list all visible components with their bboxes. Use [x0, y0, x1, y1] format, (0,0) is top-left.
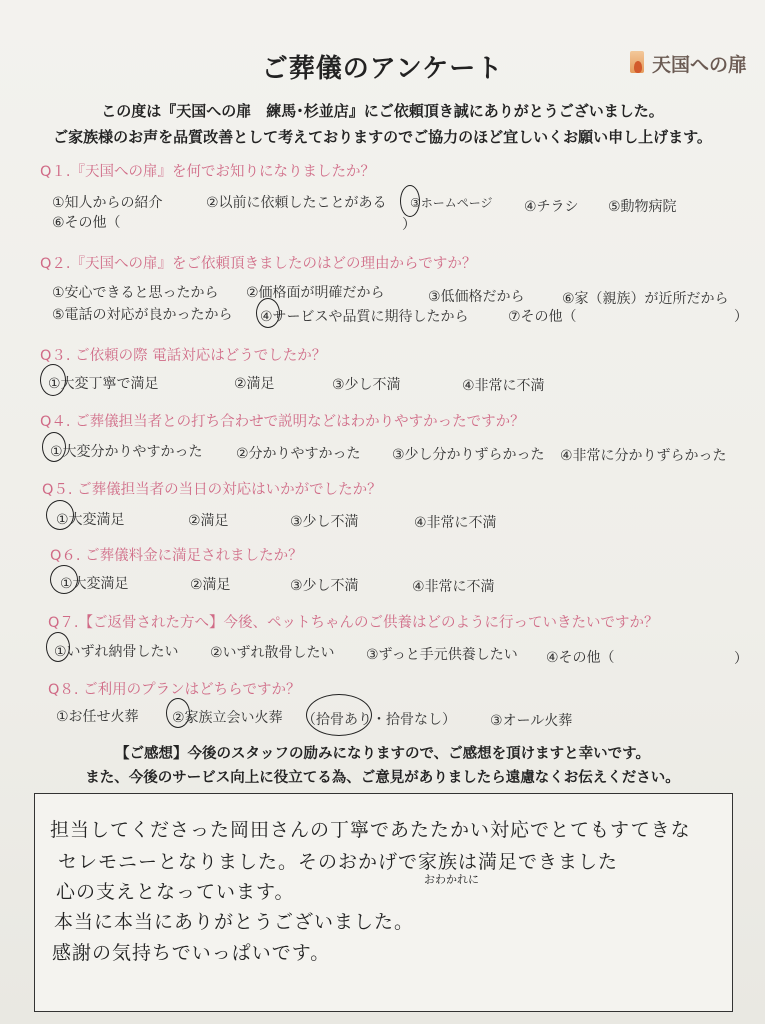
q4-selection-mark [42, 432, 66, 462]
q4-option-1: ①大変分かりやすかった [50, 444, 203, 460]
q2-option-3: ③低価格だから [428, 289, 525, 305]
q6-option-3: ③少し不満 [290, 578, 359, 594]
q3-option-2: ②満足 [234, 376, 275, 392]
q8-bone-pickup-mark [306, 694, 372, 736]
q1-option-5: ⑤動物病院 [608, 199, 677, 215]
q7-question: Q７.【ご返骨された方へ】今後、ペットちゃんのご供養はどのように行っていきたいですか？ [48, 615, 659, 631]
comment-line-3: 心の支えとなっています。 [56, 881, 295, 903]
q3-selection-mark [40, 364, 66, 396]
q8-option-1: ①お任せ火葬 [56, 709, 139, 725]
q1-option-6-close: ） [402, 217, 416, 233]
q5-question: Q５. ご葬儀担当者の当日の対応はいかがでしたか？ [42, 482, 382, 498]
q2-option-1: ①安心できると思ったから [52, 285, 219, 301]
q3-option-1: ①大変丁寧で満足 [48, 376, 159, 392]
logo-text: 天国への扉 [651, 54, 747, 76]
q2-question: Q２.『天国への扉』をご依頼頂きましたのはどの理由からですか？ [40, 256, 477, 272]
comment-line-1: 担当してくださった岡田さんの丁寧であたたかい対応でとてもすてきな [50, 819, 691, 841]
comment-line-4: 本当に本当にありがとうございました。 [54, 911, 415, 933]
brand-logo [626, 50, 747, 77]
q1-option-3: ③ホームページ [410, 196, 493, 210]
q7-option-2: ②いずれ散骨したい [210, 645, 335, 661]
q6-question: Q６. ご葬儀料金に満足されましたか？ [50, 548, 303, 564]
q5-option-2: ②満足 [188, 513, 229, 529]
q3-option-4: ④非常に不満 [462, 378, 545, 394]
q2-option-7-close: ） [734, 309, 748, 325]
q8-option-2: ②家族立会い火葬 [172, 710, 283, 726]
q2-option-6: ⑥家（親族）が近所だから [562, 291, 729, 307]
q4-option-2: ②分かりやすかった [236, 446, 361, 462]
q7-option-3: ③ずっと手元供養したい [366, 647, 518, 663]
q3-option-3: ③少し不満 [332, 377, 401, 393]
q1-option-2: ②以前に依頼したことがある [206, 195, 387, 211]
q5-option-4: ④非常に不満 [414, 515, 497, 531]
q4-option-3: ③少し分かりずらかった [392, 447, 545, 463]
comment-line-2: セレモニーとなりました。そのおかげで家族は満足できました [58, 851, 619, 873]
q4-option-4: ④非常に分かりずらかった [560, 448, 727, 464]
door-flame-icon [626, 51, 648, 77]
page-title: ご葬儀のアンケート [261, 54, 504, 84]
intro-line-1: この度は『天国への扉 練馬･杉並店』にご依頼頂き誠にありがとうございました。 [101, 102, 664, 120]
q1-selection-mark [400, 185, 420, 217]
q1-option-6: ⑥その他（ [52, 215, 121, 231]
intro-line-2: ご家族様のお声を品質改善として考えておりますのでご協力のほど宜しいくお願い申し上げます。 [53, 128, 712, 146]
q6-selection-mark [50, 565, 78, 594]
q2-selection-mark [256, 298, 280, 328]
q1-option-1: ①知人からの紹介 [52, 195, 163, 211]
q5-option-3: ③少し不満 [290, 514, 359, 530]
comment-line-5: 感謝の気持ちでいっぱいです。 [52, 942, 331, 964]
q7-selection-mark [46, 632, 70, 662]
q2-option-5: ⑤電話の対応が良かったから [52, 307, 233, 323]
q8-bone-pickup: （拾骨あり・拾骨なし） [302, 712, 456, 728]
q8-selection-mark [166, 698, 190, 728]
feedback-heading: 【ご感想】今後のスタッフの励みになりますので、ご感想を頂けますと幸いです。 [114, 746, 651, 762]
q1-question: Q１.『天国への扉』を何でお知りになりましたか？ [40, 164, 376, 180]
q4-question: Q４. ご葬儀担当者との打ち合わせで説明などはわかりやすかったですか？ [40, 414, 525, 430]
q5-option-1: ①大変満足 [56, 512, 125, 528]
feedback-subheading: また、今後のサービス向上に役立てる為、ご意見がありましたら遠慮なくお伝えください。 [85, 770, 680, 786]
q2-option-2: ②価格面が明確だから [246, 285, 385, 301]
q2-option-4: ④サービスや品質に期待したから [260, 309, 469, 325]
q8-option-3: ③オール火葬 [490, 713, 573, 729]
q1-option-4: ④チラシ [524, 199, 579, 215]
q7-option-4: ④その他（ [546, 650, 615, 666]
q8-question: Q８. ご利用のプランはどちらですか？ [48, 682, 301, 698]
q5-selection-mark [46, 500, 74, 530]
q7-option-4-close: ） [734, 651, 748, 667]
q6-option-1: ①大変満足 [60, 576, 129, 592]
q2-option-7: ⑦その他（ [508, 309, 577, 325]
q6-option-4: ④非常に不満 [412, 579, 495, 595]
comment-insert: おわかれに [424, 873, 479, 886]
q7-option-1: ①いずれ納骨したい [54, 644, 179, 660]
q3-question: Q３. ご依頼の際 電話対応はどうでしたか？ [40, 348, 327, 364]
q6-option-2: ②満足 [190, 577, 231, 593]
